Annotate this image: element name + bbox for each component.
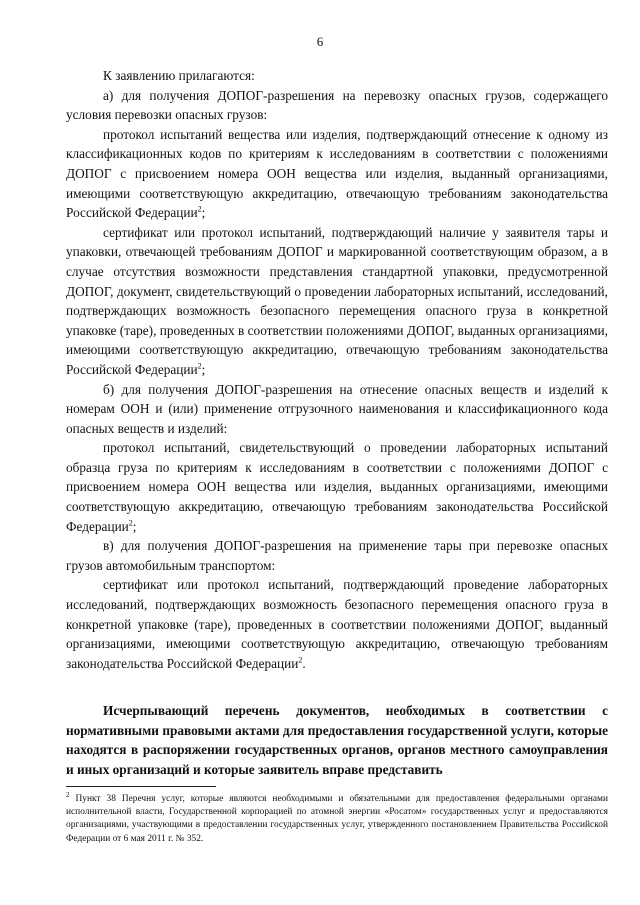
footnote-divider <box>66 786 216 787</box>
document-body <box>66 66 608 779</box>
paragraph-text: б) для получения ДОПОГ-разрешения на отнесение опасных веществ и изделий к номерам ООН и (или) применение отгрузочного наименования и классификационного кода опасных веществ и изделий: <box>66 381 608 436</box>
item-c-heading <box>66 536 608 575</box>
item-a-heading <box>66 86 608 125</box>
paragraph-text: а) для получения ДОПОГ-разрешения на перевозку опасных грузов, содержащего условия перевозки опасных грузов: <box>66 87 608 123</box>
attachments-intro <box>66 66 608 86</box>
section-heading: Исчерпывающий перечень документов, необходимых в соответствии с нормативными правовыми актами для предоставления государственной услуги, которые находятся в распоряжении государственных органов, органов местного самоуправления и иных организаций и которые заявитель вправе представить <box>66 703 608 777</box>
paragraph-text: сертификат или протокол испытаний, подтверждающий проведение лабораторных исследований, подтверждающих возможность безопасного перемещения опасного груза в конкретной упаковке (таре), проведенных в соответствии положениями ДОПОГ, выданный организациями, имеющими соответствующую аккредитацию, отвечающую требованиям законодательства Российской Федерации <box>66 577 608 671</box>
paragraph-text: протокол испытаний вещества или изделия, подтверждающий отнесение к одному из классификационных кодов по критериям к исследованиям в соответствии с положениями ДОПОГ с присвоением номера ООН вещества или изделия, выданный организациями, имеющими соответствующую аккредитацию, отвечающую требованиям законодательства Российской Федерации <box>66 126 608 221</box>
footnote <box>66 790 608 846</box>
footnote-reference: 2 <box>197 361 202 371</box>
paragraph-punctuation: . <box>302 655 306 671</box>
footnote-reference: 2 <box>128 518 133 528</box>
item-c-certificate <box>66 575 608 673</box>
item-b-heading <box>66 380 608 439</box>
footnote-reference: 2 <box>298 655 303 665</box>
page-number: 6 <box>316 34 324 49</box>
paragraph-text: К заявлению прилагаются: <box>103 68 255 83</box>
paragraph-text: протокол испытаний, свидетельствующий о проведении лабораторных испытаний образца груза по критериям к исследованиям в соответствии с положениями ДОПОГ с присвоением номера ООН вещества или изделия, выданных организациями, имеющими соответствующую аккредитацию, отвечающую требованиям законодательства Российской Федерации <box>66 440 608 534</box>
paragraph-punctuation: ; <box>201 361 206 377</box>
item-a-test-report <box>66 125 608 223</box>
footnote-reference: 2 <box>197 204 202 214</box>
footnote-mark: 2 <box>66 790 70 799</box>
paragraph-text: сертификат или протокол испытаний, подтверждающий наличие у заявителя тары и упаковки, отвечающей требованиям ДОПОГ и маркированной соответствующим образом, а в случае отсутствия возможности представления стандартной упаковки, предусмотренной ДОПОГ, документ, свидетельствующий о проведении лабораторных испытаний, исследований, подтверждающих возможность безопасного перемещения опасного груза в конкретной упаковке (таре), проведенных в соответствии положениями ДОПОГ, выданных организациями, имеющими соответствующую аккредитацию, отвечающую требованиям законодательства Российской Федерации <box>66 224 608 377</box>
item-a-certificate <box>66 223 608 380</box>
item-b-test-report <box>66 438 608 536</box>
paragraph-text: в) для получения ДОПОГ-разрешения на применение тары при перевозке опасных грузов автомобильным транспортом: <box>66 538 608 573</box>
paragraph-punctuation: ; <box>132 518 137 534</box>
footnote-text: Пункт 38 Перечня услуг, которые являются необходимыми и обязательными для предоставления федеральными органами исполнительной власти, Государственной корпорацией по атомной энергии «Росатом» государственных услуг и предоставляются организациями, участвующими в предоставлении государственных услуг, утвержденного постановлением Правительства Российской Федерации от 6 мая 2011 г. № 352. <box>66 794 608 844</box>
paragraph-punctuation: ; <box>201 205 206 221</box>
